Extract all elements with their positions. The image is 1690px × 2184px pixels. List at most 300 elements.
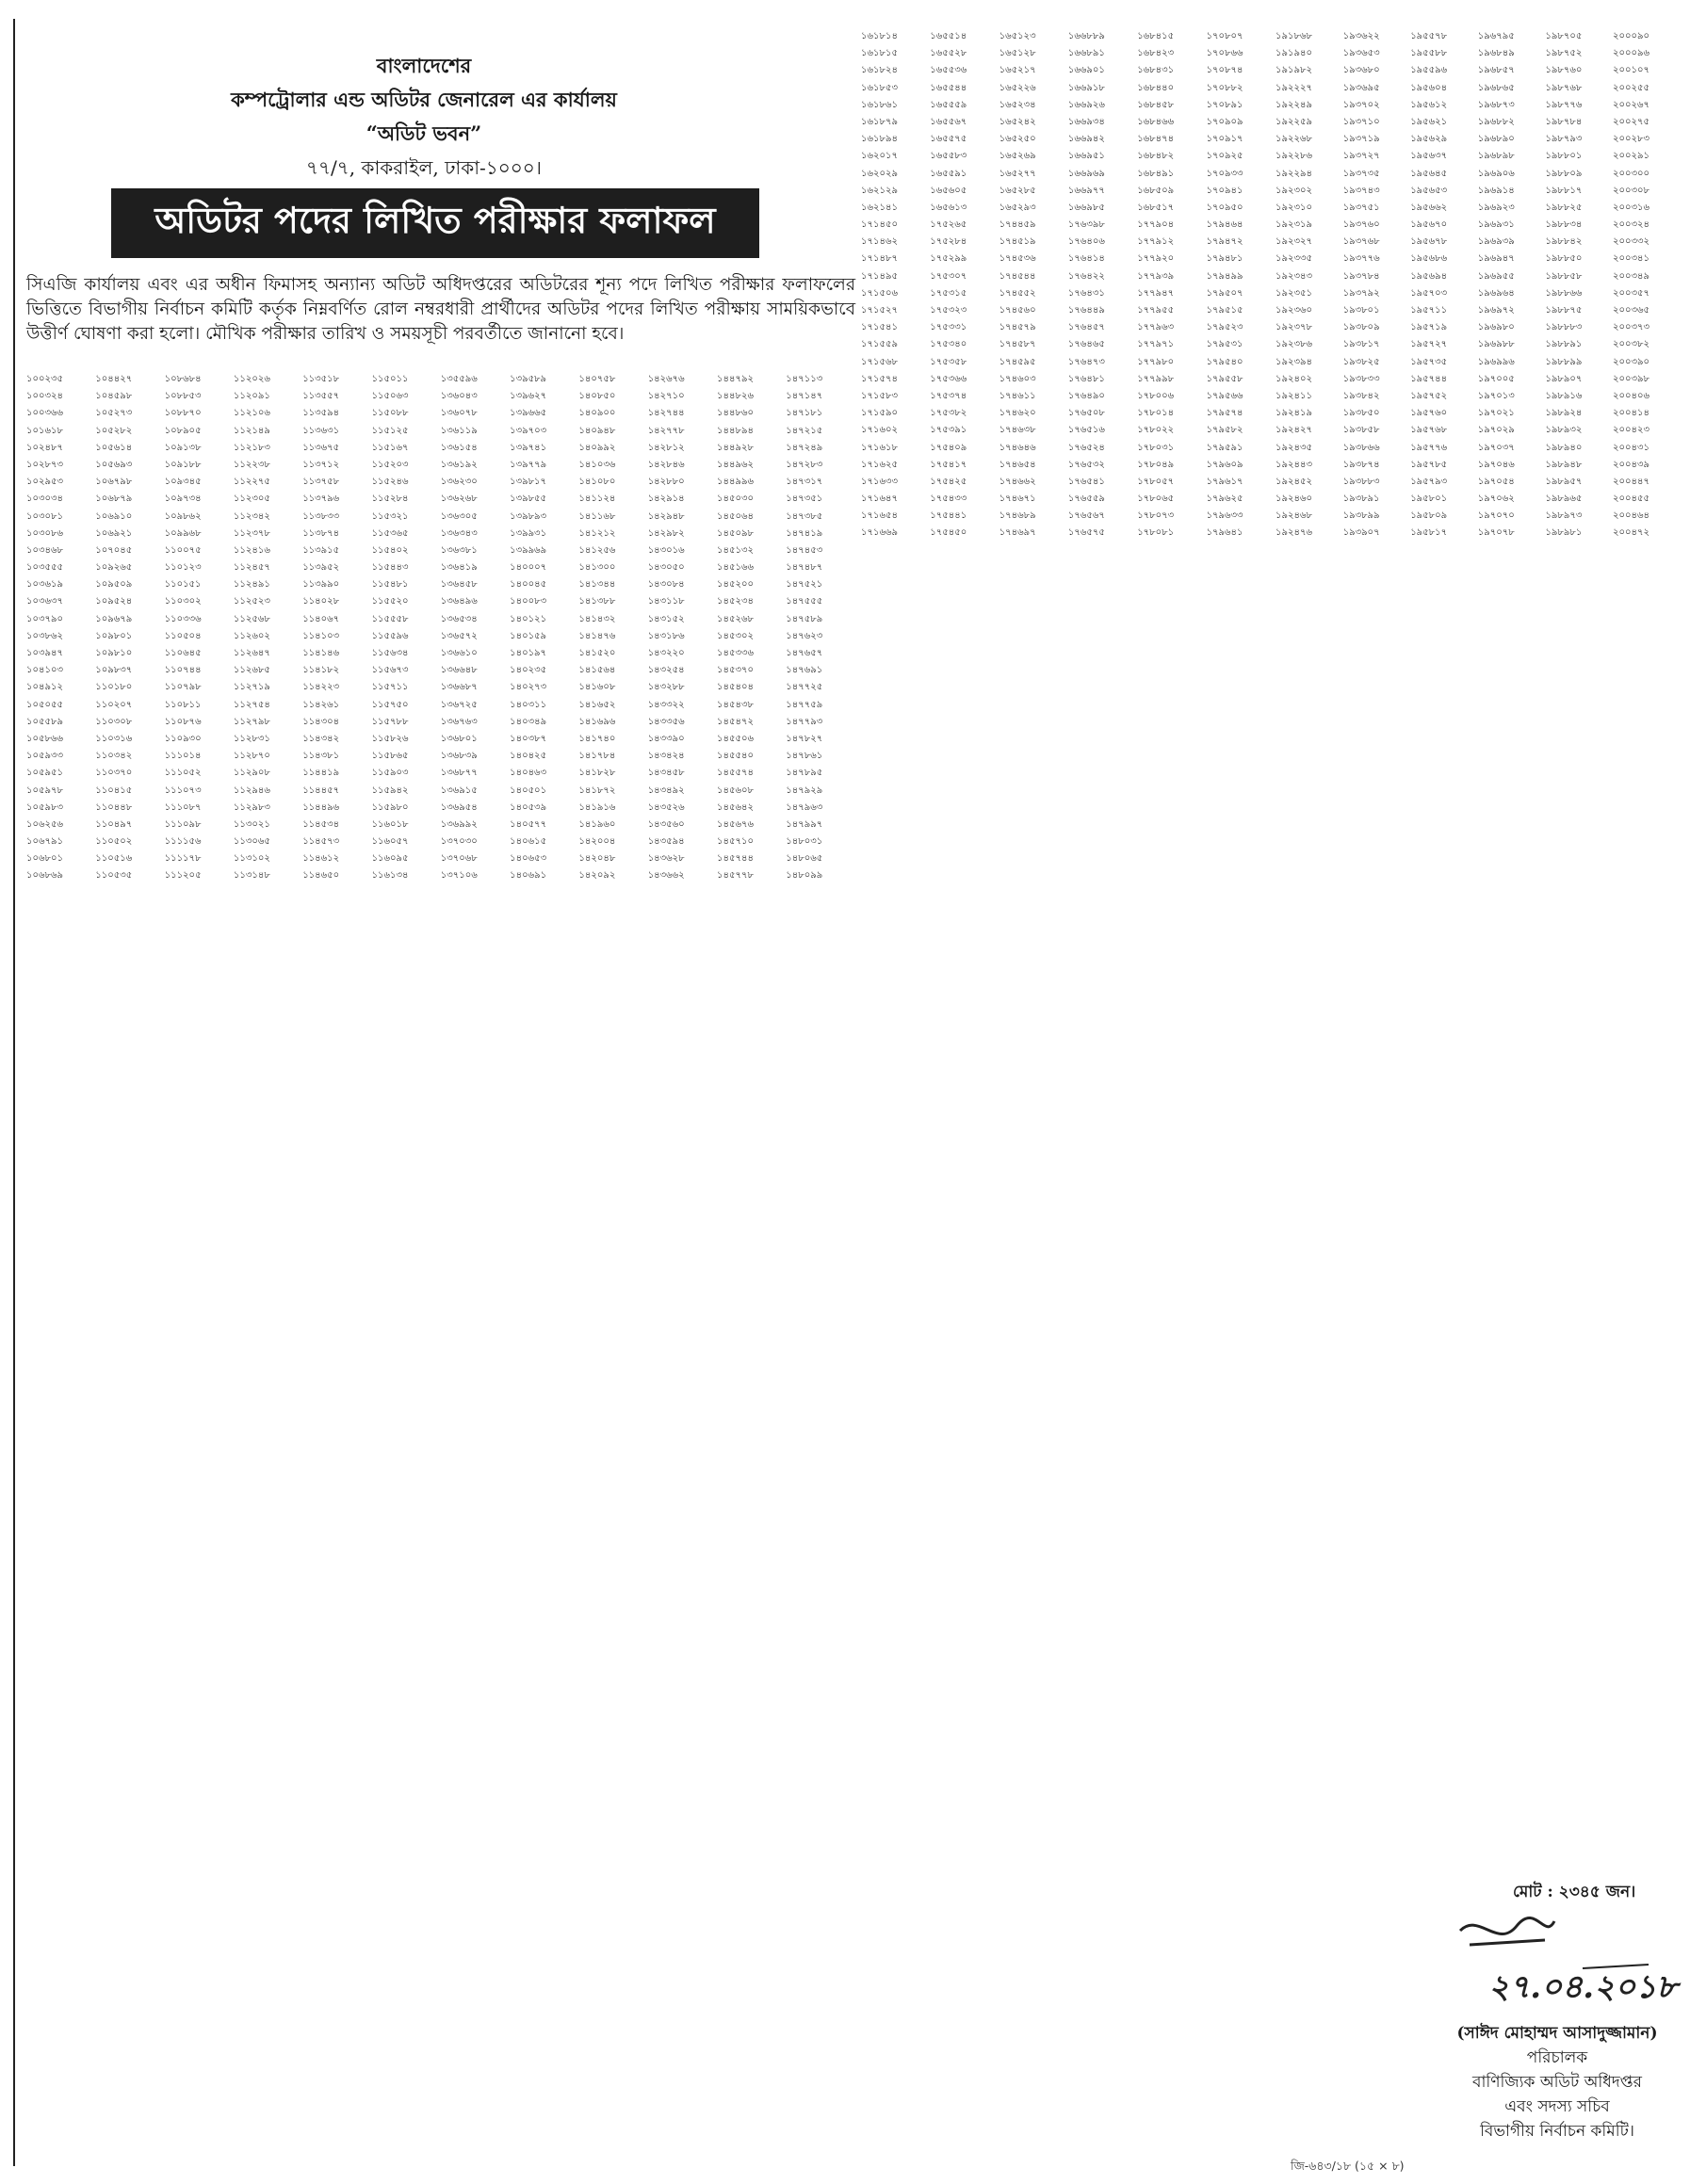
roll-number: ১০২৯৫৩ — [26, 477, 63, 488]
roll-number: ১০৮৮৭০ — [164, 408, 202, 419]
roll-number: ১৯৫৫৯৬ — [1410, 65, 1448, 76]
roll-number: ১৭৭৯৭১ — [1137, 339, 1175, 350]
roll-number: ২০০৪০৬ — [1613, 390, 1649, 401]
roll-number: ১৯৮৯৮১ — [1545, 527, 1583, 539]
roll-number: ১৬৫৫৯১ — [930, 168, 967, 179]
roll-number: ১৩৬২৩০ — [440, 477, 478, 488]
roll-number: ১৭০৯৫০ — [1206, 202, 1243, 213]
roll-number: ১৪১০৩৬ — [578, 459, 616, 470]
roll-number: ১১৫৫৫৮ — [371, 613, 409, 624]
roll-number: ১৭১৫৭৪ — [861, 373, 898, 384]
roll-number: ১৩৯৭৭৯ — [510, 459, 547, 470]
roll-number: ১৪৭৮২৭ — [786, 733, 823, 744]
roll-number: ১১২৮৭০ — [233, 751, 270, 762]
roll-number: ১৬১৮৬১ — [861, 99, 898, 110]
roll-number: ২০০৩০৮ — [1613, 185, 1649, 196]
roll-number: ১০৬৮৭৯ — [95, 493, 133, 505]
roll-number: ১৭৫৩৮২ — [930, 408, 967, 419]
roll-number: ১৯৩৮৩৩ — [1342, 373, 1380, 384]
roll-number: ১৬৫২২৬ — [999, 82, 1036, 93]
roll-number: ১১১১৫৬ — [164, 836, 202, 848]
roll-number: ১০৬৭৯৮ — [95, 477, 133, 488]
roll-number: ১৯৩৬৮০ — [1342, 65, 1380, 76]
roll-number: ১৯৫৬৬২ — [1410, 202, 1448, 213]
roll-number: ১৪০১২১ — [510, 613, 547, 624]
roll-column — [1207, 28, 1263, 542]
roll-number: ১৯৩৭৮৪ — [1342, 270, 1380, 282]
roll-number: ১৯৫৮১৭ — [1410, 527, 1448, 539]
roll-number: ১৭৬৩৯৮ — [1067, 219, 1105, 231]
roll-number: ১৭০৯২৫ — [1206, 151, 1243, 162]
roll-number: ১৯২৪৪৩ — [1276, 459, 1312, 470]
roll-number: ১৭৪৬০৩ — [999, 373, 1036, 384]
roll-number: ১৪০৩১১ — [510, 699, 547, 710]
roll-number: ১৩৬৯১৫ — [440, 785, 478, 796]
roll-number: ১৪৫৬০৮ — [717, 785, 754, 796]
roll-number: ১০৬৭৯১ — [26, 836, 63, 848]
roll-number: ১৪৮০৬৫ — [786, 853, 823, 865]
roll-number: ১৯৩৮০৯ — [1342, 322, 1380, 333]
roll-number: ১৯৩৮৫০ — [1342, 408, 1380, 419]
roll-number: ১৯২৪৩৫ — [1276, 442, 1312, 453]
roll-number: ১০৯৬৭৯ — [95, 613, 133, 624]
roll-number: ১৭৪৫১৯ — [999, 236, 1036, 248]
roll-number: ১৯৩৭৫১ — [1342, 202, 1380, 213]
roll-number: ১৪১৭৮৪ — [578, 751, 616, 762]
roll-number: ১৯৫৫৮৮ — [1410, 48, 1448, 59]
roll-number: ১৪৩৩৫৬ — [647, 716, 685, 727]
roll-number: ১০৯৫০৯ — [95, 579, 133, 590]
roll-number: ১৬৫৫৩৬ — [930, 65, 967, 76]
roll-number: ১৪০০০৭ — [510, 562, 547, 574]
roll-number: ১৭৫৩৩১ — [930, 322, 967, 333]
roll-number: ১৩৬৮০১ — [440, 733, 478, 744]
roll-number: ১৯৬৮৪৯ — [1477, 48, 1515, 59]
roll-number: ১৪৪৭৯২ — [717, 374, 754, 384]
roll-number: ১০৯৮০১ — [95, 630, 133, 641]
roll-number: ১৯৫৬০৪ — [1410, 82, 1448, 93]
roll-number: ১৬৫৫২৮ — [930, 48, 967, 59]
roll-numbers-block-right-top — [1276, 28, 1681, 556]
signatory-title: পরিচালক — [1526, 2048, 1588, 2067]
roll-number: ১৭৯৪৯৯ — [1206, 270, 1243, 282]
roll-column — [165, 371, 221, 885]
roll-number: ১০৫৯৫১ — [26, 768, 63, 779]
roll-number: ১৯৬৮৬৫ — [1477, 82, 1515, 93]
roll-number: ১৩৯৯৬৯ — [510, 544, 547, 556]
roll-number: ১৯৮৮৯৯ — [1545, 356, 1583, 367]
roll-number: ১৪৮০৩১ — [786, 836, 823, 848]
roll-number: ১০৩৪৬৮ — [26, 544, 63, 556]
roll-number: ১৯৫৬৮৬ — [1410, 253, 1448, 265]
roll-number: ১১৪০২৮ — [302, 596, 340, 607]
roll-column — [861, 28, 918, 542]
roll-number: ১০৫৬৯৩ — [95, 459, 133, 470]
roll-number: ১৭৬৪৯০ — [1067, 390, 1105, 401]
roll-number: ১৭৮০০৬ — [1137, 390, 1175, 401]
roll-number: ১১৩৬৩১ — [302, 425, 340, 436]
roll-number: ১০৭০৪৫ — [95, 544, 133, 556]
roll-number: ১৪৩০৮৪ — [647, 579, 685, 590]
roll-number: ১৯৮৭৬৮ — [1545, 82, 1583, 93]
roll-number: ১১০৩০৮ — [95, 716, 133, 727]
roll-number: ১১২৩০৫ — [233, 493, 270, 505]
roll-number: ১৯৫৭১১ — [1410, 305, 1448, 315]
roll-number: ১১৩৮৩৩ — [302, 510, 340, 522]
roll-number: ১৯৮৮৫০ — [1545, 253, 1583, 265]
roll-number: ১৭১৬১৮ — [861, 442, 898, 453]
roll-number: ১৯৫৭৯৩ — [1410, 476, 1448, 487]
roll-number: ১৪২০৪৮ — [578, 853, 616, 865]
roll-number: ২০০৪৫৫ — [1613, 493, 1649, 505]
roll-number: ১০৩৮৬২ — [26, 630, 63, 641]
roll-number: ১১৪৩৪২ — [302, 733, 340, 744]
roll-number: ২০০৪৭২ — [1613, 527, 1649, 539]
roll-number: ১৬৫২৯৩ — [999, 202, 1036, 213]
roll-number: ১৭৫৪৫০ — [930, 527, 967, 539]
roll-number: ১৭৬৫৩২ — [1067, 459, 1105, 470]
roll-number: ১৬১৮৭৯ — [861, 116, 898, 127]
roll-number: ১১০০৭৫ — [164, 544, 202, 556]
roll-number: ১৪০০৪৫ — [510, 579, 547, 590]
roll-number: ১৪৫৪৭২ — [717, 716, 754, 727]
roll-number: ১৪০৫০১ — [510, 785, 547, 796]
roll-number: ১০২৮৭৩ — [26, 459, 63, 470]
roll-number: ১৪০৩৮৭ — [510, 733, 547, 744]
roll-number: ১৯২৪৬৮ — [1276, 510, 1312, 522]
roll-number: ১৯৮৮৮৩ — [1545, 322, 1583, 333]
roll-number: ১১৫৭৫০ — [371, 699, 409, 710]
roll-number: ১১০৫১৬ — [95, 853, 133, 865]
roll-number: ১৪১৪৭৬ — [578, 630, 616, 641]
roll-number: ১৩৫৫৯৬ — [440, 374, 478, 384]
roll-number: ১৯৬৯৪৭ — [1477, 253, 1515, 265]
roll-number: ১৯১৮৬৮ — [1276, 31, 1312, 41]
roll-number: ১৯৮৯২৪ — [1545, 408, 1583, 419]
roll-number: ১১৪৩৮১ — [302, 751, 340, 762]
roll-number: ১৩৬৮৭৭ — [440, 768, 478, 779]
roll-number: ১৭৪৫৬০ — [999, 305, 1036, 315]
roll-number: ১৪৪৮৬০ — [717, 408, 754, 419]
roll-number: ২০০২৭৫ — [1613, 116, 1649, 127]
roll-number: ১০৫৫৮৯ — [26, 716, 63, 727]
roll-number: ১৯৮৯৪০ — [1545, 442, 1583, 453]
roll-number: ১১৩৮৭৪ — [302, 527, 340, 539]
roll-number: ১৪১০৮০ — [578, 477, 616, 488]
roll-number: ১৯২২৮৬ — [1276, 151, 1312, 162]
roll-number: ১৭৮০৮১ — [1137, 527, 1175, 539]
roll-number: ১৩৯৭০৩ — [510, 425, 547, 436]
roll-number: ১৯৩৭৯২ — [1342, 287, 1380, 299]
roll-number: ১৯৭০১৩ — [1477, 390, 1515, 401]
roll-number: ১৪৩২২০ — [647, 648, 685, 658]
roll-number: ১৭৮০৭৩ — [1137, 510, 1175, 522]
roll-number: ১৩৯৮১৭ — [510, 477, 547, 488]
roll-number: ১১০৯৩০ — [164, 733, 202, 744]
roll-number: ১৩৬৬১০ — [440, 648, 478, 658]
roll-number: ১৭৪৫৫২ — [999, 287, 1036, 299]
roll-number: ১৭৫৩৬৬ — [930, 373, 967, 384]
roll-number: ১৯৮৭৭৬ — [1545, 99, 1583, 110]
roll-number: ১৪৮০৯৯ — [786, 870, 823, 882]
roll-number: ১৪১৬০৮ — [578, 682, 616, 693]
roll-number: ১৯৩৭৩৫ — [1342, 168, 1380, 179]
roll-number: ১৪৭৯২৯ — [786, 785, 823, 796]
roll-number: ১৪৫০৩০ — [717, 493, 754, 505]
roll-number: ১০৯১৩৮ — [164, 442, 202, 453]
roll-number: ১৯৫৭৬০ — [1410, 408, 1448, 419]
roll-number: ১০৯২৬৫ — [95, 562, 133, 574]
roll-number: ১৯৮৭৫২ — [1545, 48, 1583, 59]
roll-number: ১৯৬৯০৬ — [1477, 168, 1515, 179]
roll-column — [510, 371, 566, 885]
roll-number: ২০০৩৭৩ — [1613, 322, 1650, 333]
roll-number: ১৭৭৯৯৮ — [1137, 373, 1175, 384]
roll-number: ১৩৭০৩০ — [440, 836, 478, 848]
roll-number: ১১১০৮৭ — [164, 801, 202, 813]
roll-number: ১৯২৪১১ — [1276, 390, 1312, 401]
roll-number: ১৪৫৫৭৪ — [717, 768, 754, 779]
roll-number: ১৪০৪৬৩ — [510, 768, 547, 779]
roll-number: ১৪৭২৮৩ — [786, 459, 823, 470]
roll-number: ১৬৮৫০৯ — [1137, 185, 1175, 196]
roll-number: ১৯২৪২৭ — [1276, 425, 1312, 436]
roll-number: ১১৪১৮২ — [302, 665, 340, 676]
roll-number: ১৭৯৫৪০ — [1206, 356, 1243, 367]
roll-number: ১৯২৪০২ — [1276, 373, 1312, 384]
roll-number: ১৯৩৮৭৪ — [1342, 459, 1380, 470]
roll-number: ১১৫১২৫ — [371, 425, 409, 436]
roll-number: ১১৫৮২৬ — [371, 733, 409, 744]
roll-number: ১৭৫৩৯১ — [930, 425, 967, 436]
roll-number: ১০৫০৫৫ — [26, 699, 63, 710]
roll-number: ১৩৬৯৫৪ — [440, 801, 478, 813]
roll-number: ১১৪৪৯৬ — [302, 801, 340, 813]
roll-number: ১৩৯৯৩১ — [510, 527, 547, 539]
roll-number: ১৪৭৫২১ — [786, 579, 823, 590]
roll-number: ১৩৬৭২৫ — [440, 699, 478, 710]
roll-number: ১১৬০৯৫ — [371, 853, 409, 865]
roll-number: ২০০২৫৫ — [1613, 82, 1649, 93]
roll-number: ১৪৩২৮৮ — [647, 682, 685, 693]
signatory-block — [1439, 2021, 1675, 2144]
roll-number: ১৭০৯১৭ — [1206, 134, 1243, 145]
roll-number: ১৪৭৫৫৫ — [786, 596, 823, 607]
roll-number: ১৪৫৭৪৪ — [717, 853, 754, 865]
roll-number: ১৬৮৪৯১ — [1137, 168, 1175, 179]
roll-number: ১১৫৯৮০ — [371, 801, 409, 813]
roll-number: ১৭৯৫৩১ — [1206, 339, 1243, 350]
roll-number: ১৪৭৭৫৯ — [786, 699, 823, 710]
roll-number: ১৭৭৯৪৭ — [1137, 287, 1175, 299]
roll-number: ১৪৭২১৫ — [786, 425, 823, 436]
roll-number: ১৭১৪৬২ — [861, 236, 898, 248]
roll-number: ১৯২৩৩৫ — [1276, 253, 1312, 265]
roll-number: ১০৩০৮৬ — [26, 527, 63, 539]
roll-number: ১৪১৫৬৪ — [578, 665, 616, 676]
roll-number: ১৯৩৬২২ — [1342, 31, 1380, 41]
roll-number: ১১৩৭৯৬ — [302, 493, 340, 505]
roll-number: ১৯৩৬৯৫ — [1342, 82, 1380, 93]
roll-number: ১৬৫২৭৭ — [999, 168, 1036, 179]
roll-column — [441, 371, 497, 885]
roll-number: ১৪৫৫৪০ — [717, 751, 754, 762]
roll-number: ১৭৮০৬৫ — [1137, 493, 1175, 505]
roll-number: ১৯৬৮৭৩ — [1477, 99, 1515, 110]
roll-number: ১৬৬৯৮৫ — [1067, 202, 1105, 213]
roll-number: ১৪৭৪৮৭ — [786, 562, 823, 574]
roll-number: ১৯২৩৪৩ — [1276, 270, 1312, 282]
roll-number: ১৬২১৪১ — [861, 202, 898, 213]
roll-number: ১৯৮৮৪২ — [1545, 236, 1583, 248]
roll-number: ১৬৬৯৭৭ — [1067, 185, 1105, 196]
roll-number: ১৪৫৬৭৬ — [717, 818, 754, 830]
roll-number: ১৪৫৪৩৮ — [717, 699, 754, 710]
roll-number: ১৪১২১২ — [578, 527, 616, 539]
roll-number: ১৯২৩২৭ — [1276, 236, 1312, 248]
roll-number: ১১২৭৯৮ — [233, 716, 270, 727]
roll-number: ১৬১৮৫৩ — [861, 82, 898, 93]
roll-number: ১৬৬৯০১ — [1067, 65, 1105, 76]
roll-number: ১৭৯৫২৩ — [1206, 322, 1243, 333]
roll-number: ১৪৫০৬৪ — [717, 510, 754, 522]
roll-number: ১৪৭৭২৫ — [786, 682, 823, 693]
roll-column — [1613, 28, 1669, 542]
roll-number: ১৩৯৬৬৫ — [510, 408, 547, 419]
roll-number: ১৪১৭৪০ — [578, 733, 616, 744]
roll-number: ১৯৮৯১৬ — [1545, 390, 1583, 401]
roll-number: ১৯৩৭৭৬ — [1342, 253, 1380, 265]
roll-number: ১৪৭৫৮৯ — [786, 613, 823, 624]
roll-number: ১১০৩১৬ — [95, 733, 133, 744]
roll-number: ১৭৫৩০৭ — [930, 270, 967, 282]
roll-number: ১৯৭০৩৭ — [1477, 442, 1515, 453]
roll-number: ১৯৩৮০১ — [1342, 305, 1380, 315]
roll-number: ১৩৯৫৮৯ — [510, 374, 547, 384]
roll-number: ১৪৩৪৫৮ — [647, 768, 685, 779]
roll-number: ১৭৫৩২৩ — [930, 305, 967, 315]
roll-number: ১১২৪৯১ — [233, 579, 270, 590]
roll-number: ১৯৫৭৫২ — [1410, 390, 1448, 401]
roll-number: ১৭৫৪২৫ — [930, 476, 967, 487]
roll-number: ১৪৫৪০৪ — [717, 682, 754, 693]
roll-number: ১০৮৯০৫ — [164, 425, 202, 436]
roll-number: ১০০৩২৪ — [26, 391, 63, 402]
roll-number: ১৭৪৬২০ — [999, 408, 1036, 419]
roll-number: ১৭১৫৬৮ — [861, 356, 898, 367]
roll-number: ১৩৬৬৮৭ — [440, 682, 478, 693]
roll-number: ১৪১৬৯৬ — [578, 716, 616, 727]
roll-number: ১৭৯৫১৫ — [1206, 305, 1243, 315]
roll-number: ১১০৫৩৫ — [95, 870, 133, 882]
roll-number: ১১৪০৬৭ — [302, 613, 340, 624]
roll-number: ১৯২২৯৪ — [1276, 168, 1312, 179]
roll-number: ১৭৯৬২৫ — [1206, 493, 1243, 505]
roll-number: ১৪৫৭১০ — [717, 836, 754, 848]
roll-number: ১৭৮০৪৯ — [1137, 459, 1175, 470]
roll-number: ১১২৭১৯ — [233, 682, 270, 693]
roll-number: ১৬২০১৭ — [861, 151, 898, 162]
roll-number: ২০০৩৪১ — [1613, 253, 1649, 265]
roll-number: ১০৩৭৯০ — [26, 613, 63, 624]
roll-number: ১৯১৯৮২ — [1276, 65, 1312, 76]
roll-number: ১০৬৮০১ — [26, 853, 63, 865]
roll-number: ১৬৫৫৮৩ — [930, 151, 967, 162]
roll-number: ১৯৮৯৪৮ — [1545, 459, 1583, 470]
roll-number: ১৭৬৫২৪ — [1067, 442, 1105, 453]
roll-number: ১৭৬৪৮১ — [1067, 373, 1105, 384]
roll-number: ১৩৬৬৪৮ — [440, 665, 478, 676]
roll-number: ১১৫২৮৪ — [371, 493, 409, 505]
roll-number: ২০০৩৫৭ — [1613, 287, 1649, 299]
roll-number: ১৯২৩৮৬ — [1276, 339, 1312, 350]
roll-number: ১৯৮৮২৫ — [1545, 202, 1583, 213]
roll-number: ১৪১৫২০ — [578, 648, 616, 658]
roll-number: ১৬৬৯৬৯ — [1067, 168, 1105, 179]
roll-number: ১৯৩৭১৯ — [1342, 134, 1380, 145]
roll-number: ২০০২৮৩ — [1613, 134, 1649, 145]
roll-number: ১০৬৮৬৯ — [26, 870, 63, 882]
roll-number: ১৬৫৫৪৪ — [930, 82, 967, 93]
roll-number: ১৪৩৪২৪ — [647, 751, 685, 762]
roll-number: ১৯৮৮০৯ — [1545, 168, 1583, 179]
roll-number: ২০০৩৯০ — [1613, 356, 1649, 367]
roll-number: ১৭০৮৭৪ — [1206, 65, 1243, 76]
roll-number: ১১০৩৩৬ — [164, 613, 202, 624]
roll-number: ১১৩০২১ — [233, 818, 270, 830]
roll-number: ১৬৫১২৮ — [999, 48, 1036, 59]
roll-number: ১৬১৮৯৪ — [861, 134, 898, 145]
roll-number: ১১২৯০৮ — [233, 768, 270, 779]
roll-number: ১৪৩১৫২ — [647, 613, 685, 624]
roll-number: ১৭৫৩৪০ — [930, 339, 967, 350]
roll-number: ১৭১৪৮৭ — [861, 253, 898, 265]
roll-number: ১৩৬২৬৮ — [440, 493, 478, 505]
roll-number: ১৬৫৬০৫ — [930, 185, 967, 196]
roll-number: ১৯৩৮৯৯ — [1342, 510, 1380, 522]
roll-number: ১৭৪৬৭১ — [999, 493, 1036, 505]
roll-number: ১৯২৪৬০ — [1276, 493, 1312, 505]
roll-number: ১৭১৬৩৩ — [861, 476, 898, 487]
roll-number: ১৪৪৮৯৪ — [717, 425, 754, 436]
roll-number: ১৭৯৬১৭ — [1206, 476, 1243, 487]
roll-number: ১৯৩৮৪২ — [1342, 390, 1380, 401]
roll-number: ১৯৩৯০৭ — [1342, 527, 1380, 539]
roll-number: ১৭১৫৫৯ — [861, 339, 898, 350]
roll-number: ১৭৬৫৬৭ — [1067, 510, 1105, 522]
roll-number: ১৯৮৯০৭ — [1545, 373, 1583, 384]
roll-number: ১১৫৬৩৪ — [371, 648, 409, 658]
roll-number: ১১২৩৭৮ — [233, 527, 270, 539]
roll-number: ১৩৬৩৪৩ — [440, 527, 478, 539]
roll-number: ১৭১৫২৭ — [861, 305, 898, 315]
result-title-banner: অডিটর পদের লিখিত পরীক্ষার ফলাফল — [111, 188, 759, 258]
roll-number: ১৯৬৯৬৪ — [1477, 287, 1515, 299]
roll-number: ১৪৩৬৬২ — [647, 870, 685, 882]
roll-number: ১৯৩৭৪৩ — [1342, 185, 1380, 196]
roll-number: ১০৩৬৩৭ — [26, 596, 63, 607]
roll-number: ১১৫২০৩ — [371, 459, 409, 470]
roll-number: ১৪১৩৪৪ — [578, 579, 616, 590]
roll-number: ১৪১১২৪ — [578, 493, 616, 505]
roll-number: ১৪৭১৮১ — [786, 408, 823, 419]
roll-number: ১১২৭৫৪ — [233, 699, 270, 710]
roll-number: ২০০২৬৭ — [1613, 99, 1650, 110]
roll-column — [1478, 28, 1535, 542]
roll-number: ১৭৯৫৮২ — [1206, 425, 1243, 436]
roll-number: ১৯৫৬১২ — [1410, 99, 1448, 110]
roll-number: ১৭১৪৫০ — [861, 219, 898, 231]
